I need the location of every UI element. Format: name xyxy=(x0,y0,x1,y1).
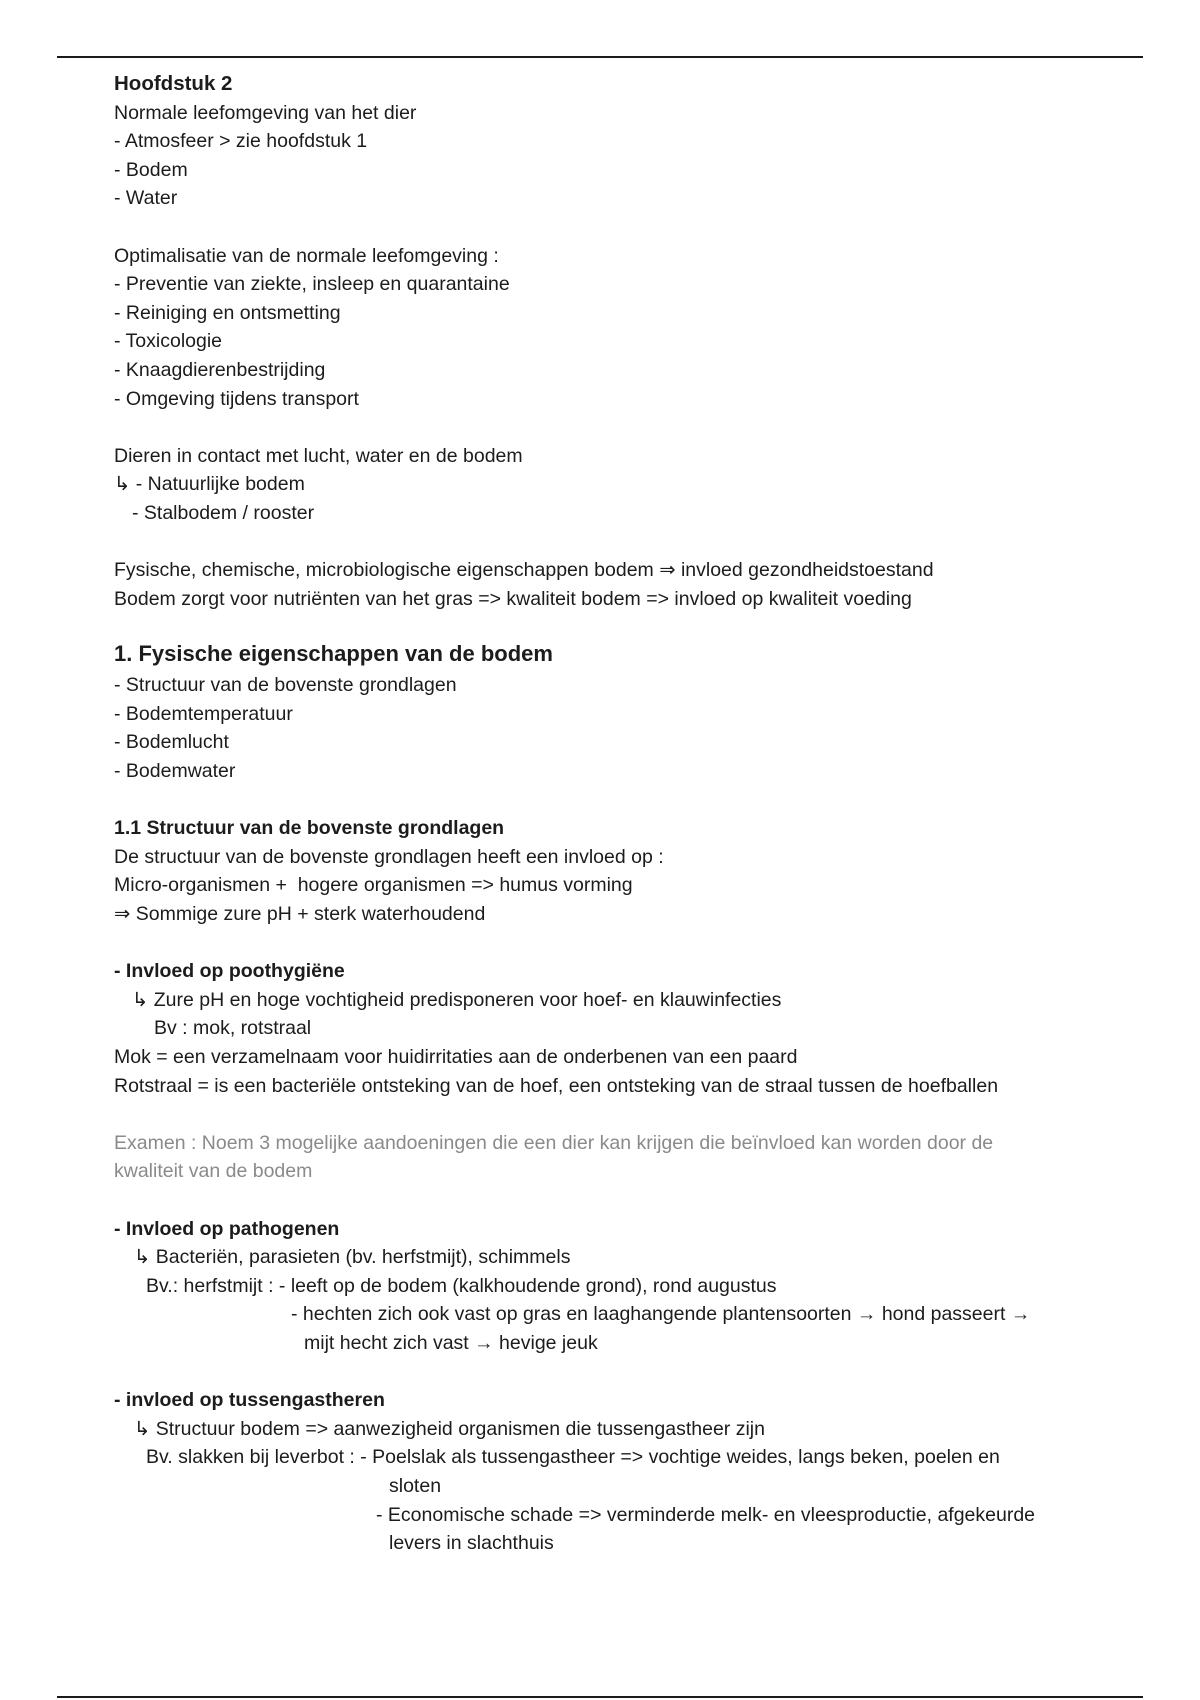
text-line: Bv.: herfstmijt : - leeft op de bodem (kalkhoudende grond), rond augustus xyxy=(146,1274,777,1297)
text-line: Bv : mok, rotstraal xyxy=(154,1017,312,1040)
text-line: levers in slachthuis xyxy=(389,1532,554,1555)
text-line: Bv. slakken bij leverbot : - Poelslak als tussengastheer => vochtige weides, langs beken, poelen en xyxy=(146,1446,1000,1469)
list-item: - Structuur van de bovenste grondlagen xyxy=(114,674,457,697)
top-rule xyxy=(57,56,1143,58)
list-item: - Bodem xyxy=(114,158,188,181)
text-line: Micro-organismen + hogere organismen => humus vorming xyxy=(114,874,633,897)
topic-title: - invloed op tussengastheren xyxy=(114,1389,385,1412)
list-item: - Preventie van ziekte, insleep en quarantaine xyxy=(114,273,510,296)
subsection-title: 1.1 Structuur van de bovenste grondlagen xyxy=(114,817,505,840)
section-title: 1. Fysische eigenschappen van de bodem xyxy=(114,641,553,667)
text-line: Rotstraal = is een bacteriële ontsteking van de hoef, een ontsteking van de straal tussen de hoefballen xyxy=(114,1074,999,1097)
text-line: Mok = een verzamelnaam voor huidirritaties aan de onderbenen van een paard xyxy=(114,1046,798,1068)
text-line: sloten xyxy=(389,1474,442,1497)
text-line: mijt hecht zich vast → hevige jeuk xyxy=(304,1331,598,1354)
exam-note: kwaliteit van de bodem xyxy=(114,1160,313,1183)
text-line: - hechten zich ook vast op gras en laaghangende plantensoorten → hond passeert → xyxy=(291,1303,1031,1326)
list-item: - Atmosfeer > zie hoofdstuk 1 xyxy=(114,130,368,153)
list-item: - Bodemtemperatuur xyxy=(114,702,293,725)
list-item: - Water xyxy=(114,187,178,210)
list-item: - Bodemwater xyxy=(114,760,236,783)
text-line: Normale leefomgeving van het dier xyxy=(114,101,417,124)
text-line: Bodem zorgt voor nutriënten van het gras => kwaliteit bodem => invloed op kwaliteit voeding xyxy=(114,587,912,610)
list-item: - Toxicologie xyxy=(114,330,223,353)
list-item: - Stalbodem / rooster xyxy=(132,501,315,524)
list-item: - Omgeving tijdens transport xyxy=(114,387,359,410)
list-item: ↳ - Natuurlijke bodem xyxy=(114,473,305,496)
text-line: ⇒ Sommige zure pH + sterk waterhoudend xyxy=(114,903,486,926)
text-line: Fysische, chemische, microbiologische eigenschappen bodem ⇒ invloed gezondheidstoestand xyxy=(114,559,934,582)
exam-note: Examen : Noem 3 mogelijke aandoeningen die een dier kan krijgen die beïnvloed kan worden door de xyxy=(114,1131,994,1154)
bottom-rule xyxy=(57,1696,1143,1698)
text-line: ↳ Bacteriën, parasieten (bv. herfstmijt), schimmels xyxy=(134,1246,571,1269)
topic-title: - Invloed op pathogenen xyxy=(114,1217,340,1240)
text-line: Optimalisatie van de normale leefomgeving : xyxy=(114,244,499,267)
text-line: ↳ Zure pH en hoge vochtigheid predisponeren voor hoef- en klauwinfecties xyxy=(132,988,782,1011)
list-item: - Bodemlucht xyxy=(114,731,229,754)
list-item: - Reiniging en ontsmetting xyxy=(114,301,341,324)
topic-title: - Invloed op poothygiëne xyxy=(114,960,345,983)
text-line: De structuur van de bovenste grondlagen heeft een invloed op : xyxy=(114,845,664,868)
document-page xyxy=(114,70,1114,1558)
text-line: - Economische schade => verminderde melk- en vleesproductie, afgekeurde xyxy=(376,1503,1036,1526)
text-line: ↳ Structuur bodem => aanwezigheid organismen die tussengastheer zijn xyxy=(134,1417,765,1440)
text-line: Dieren in contact met lucht, water en de bodem xyxy=(114,444,523,467)
chapter-title: Hoofdstuk 2 xyxy=(114,72,233,95)
list-item: - Knaagdierenbestrijding xyxy=(114,358,326,381)
